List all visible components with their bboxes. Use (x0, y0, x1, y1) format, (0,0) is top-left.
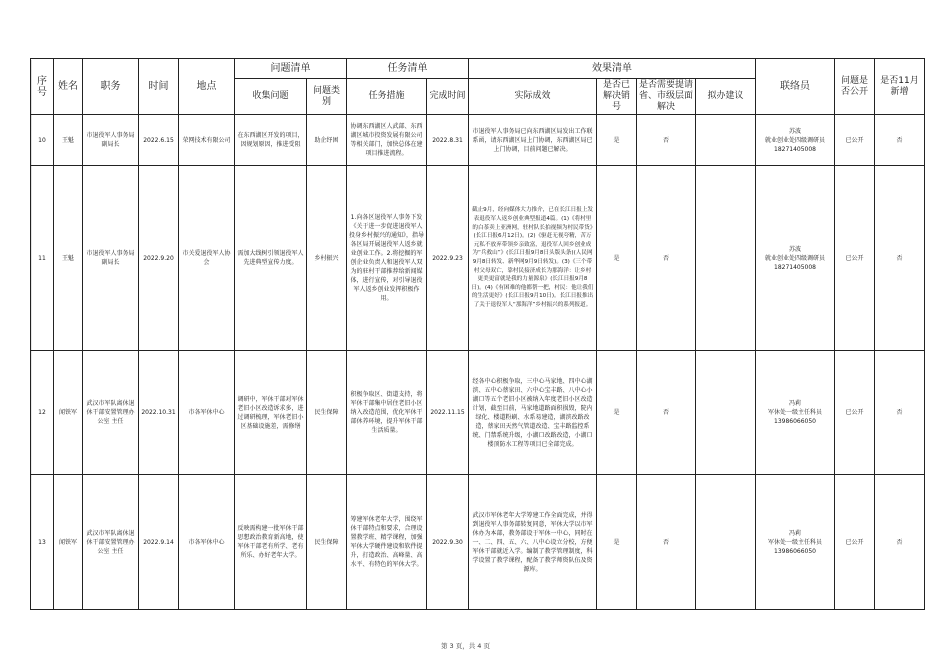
cell-seq: 12 (31, 351, 54, 475)
cell-disclosed: 已公开 (835, 475, 875, 610)
cell-need-report: 否 (637, 475, 696, 610)
col-resolved: 是否已解决销号 (597, 79, 637, 115)
cell-resolved: 是 (597, 351, 637, 475)
document-sheet (30, 58, 919, 610)
cell-need-report: 否 (637, 115, 696, 166)
col-new-nov: 是否11月新增 (875, 59, 925, 115)
cell-position: 武汉市军队离休退休干部安置管理办公室 主任 (83, 475, 139, 610)
cell-place: 市关爱退役军人协会 (179, 166, 235, 351)
cell-new-nov: 否 (875, 166, 925, 351)
cell-place: 市各军休中心 (179, 351, 235, 475)
cell-contact: 苏波 就业创业处四级调研员 18271405008 (756, 115, 835, 166)
col-contact: 联络员 (756, 59, 835, 115)
col-position: 职务 (83, 59, 139, 115)
table-row (31, 351, 925, 475)
cell-measures: 协调东西湖区人武部、东西湖区城市投资发展有限公司等相关部门，加快总体在建项目推进流程。 (347, 115, 427, 166)
cell-disclosed: 已公开 (835, 166, 875, 351)
cell-suggestion (696, 115, 756, 166)
cell-category: 民生保障 (307, 351, 347, 475)
cell-results: 经各中心积极争取，三中心马家地、四中心湖滨、五中心蔡家田、六中心宝丰路、八中心小湖口等五个老旧小区被纳入年度老旧小区改造计划，截至目前，马家地道路面积损毁，院内绿化、楼道粉刷、水系易建造，湖滨改路改造，蔡家田天然气管道改造、宝丰路监控系统、门禁系统升级，小湖口改路改造，小湖口楼顶防水工程等项目已全部完成。 (469, 351, 597, 475)
cell-category: 乡村振兴 (307, 166, 347, 351)
col-place: 地点 (179, 59, 235, 115)
cell-time: 2022.6.15 (139, 115, 179, 166)
group-effect-list: 效果清单 (469, 59, 756, 79)
cell-name: 闻铁军 (54, 475, 83, 610)
col-disclosed: 问题是否公开 (835, 59, 875, 115)
cell-time: 2022.9.20 (139, 166, 179, 351)
cell-measures: 积极争取区、街道支持，将军休干部集中居住老旧小区纳入改造范围，优化军休干部休养环境，提升军休干部生活质量。 (347, 351, 427, 475)
cell-results: 武汉市军休老年大学筹建工作全面完成，并得到退役军人事务部转复同意，军休大学以市军休办为本部，教务部设于军休一中心，同时在一、二、四、五、六、八中心设立分校，方便军休干部就近入学。编制了教学管理制度，科学设置了教学课程，配备了教学师资队伍及资源库。 (469, 475, 597, 610)
table-row (31, 166, 925, 351)
cell-category: 民生保障 (307, 475, 347, 610)
group-problem-list: 问题清单 (235, 59, 347, 79)
cell-new-nov: 否 (875, 115, 925, 166)
table-row (31, 475, 925, 610)
col-completion-time: 完成时间 (427, 79, 469, 115)
cell-done: 2022.9.30 (427, 475, 469, 610)
col-time: 时间 (139, 59, 179, 115)
col-name: 姓名 (54, 59, 83, 115)
cell-problem: 在东西湖区开发的项目，因规划原因，推进受阻 (235, 115, 307, 166)
cell-results: 截止9月，经向媒体大力推介，已在长江日报上发表退役军人返乡创业典型报道4篇。(1)《将村里的白茶卖上亚洲网，驻村队长拍视频为村民带货》(长江日报6月12日)。(2)《驱赶无视夸精，苦万元私不放弃带领乡亲致富，退役军人回乡创业成为“兵救山”》(长江日报9月8日头版头条)(人民网9月8日转发、新华网9月9日转发)。(3)《三个带村父母双亡，靠村民接济成长为那海洋：让乡村更美更富就是我的力量源泉》(长江日报9月8日)。(4)《有困难的他都帮一把，村民：他让我们的生活更好》(长江日报9月10日)。长江日报推出了关于退役军人“那海洋”乡村振兴的系列报道。 (469, 166, 597, 351)
cell-disclosed: 已公开 (835, 115, 875, 166)
header-row-top (31, 59, 925, 79)
cell-done: 2022.8.31 (427, 115, 469, 166)
col-seq: 序号 (31, 59, 54, 115)
cell-place: 荣网技术有限公司 (179, 115, 235, 166)
cell-seq: 11 (31, 166, 54, 351)
cell-problem: 反映需构建一批军休干部思想政治教育新高地，使军休干部老有所学、老有所乐、办好老年大学。 (235, 475, 307, 610)
col-collected-problems: 收集问题 (235, 79, 307, 115)
cell-name: 闻铁军 (54, 351, 83, 475)
cell-seq: 10 (31, 115, 54, 166)
cell-resolved: 是 (597, 475, 637, 610)
cell-contact: 冯莉 军休处一级主任科员 13986066050 (756, 351, 835, 475)
cell-new-nov: 否 (875, 351, 925, 475)
page-number-footer: 第 3 页，共 4 页 (440, 642, 491, 650)
cell-contact: 冯莉 军休处一级主任科员 13986066050 (756, 475, 835, 610)
cell-position: 武汉市军队离休退休干部安置管理办公室 主任 (83, 351, 139, 475)
cell-position: 市退役军人事务局副局长 (83, 115, 139, 166)
col-problem-category: 问题类别 (307, 79, 347, 115)
cell-suggestion (696, 475, 756, 610)
cell-time: 2022.10.31 (139, 351, 179, 475)
cell-resolved: 是 (597, 115, 637, 166)
cell-name: 王魁 (54, 166, 83, 351)
col-need-report: 是否需要提请省、市级层面解决 (637, 79, 696, 115)
cell-name: 王魁 (54, 115, 83, 166)
col-suggestion: 拟办建议 (696, 79, 756, 115)
cell-results: 市退役军人事务局已向东西湖区局发出工作联系函，请东西湖区局上门协调，东西湖区局已上门协调，目前问题已解决。 (469, 115, 597, 166)
cell-problem: 调研中，军休干部对军休老旧小区改造诉求多，进过调研梳理，军休老旧小区基础设施差，需修缮 (235, 351, 307, 475)
cell-measures: 筹建军休老年大学，围绕军休干部特点和要求，合理设置教学班、精学课程，加强军休大学硬件建设和软件提升，打造政治、高峰量、高水平、有特色的军休大学。 (347, 475, 427, 610)
cell-suggestion (696, 351, 756, 475)
cell-resolved: 是 (597, 166, 637, 351)
col-task-measures: 任务措施 (347, 79, 427, 115)
task-table (30, 58, 925, 610)
cell-done: 2022.11.15 (427, 351, 469, 475)
cell-need-report: 否 (637, 351, 696, 475)
cell-place: 市各军休中心 (179, 475, 235, 610)
cell-measures: 1.向各区退役军人事务下发《关于进一步促进退役军人投身乡村振兴的通知》，指导各区局开展退役军人返乡就业创业工作。2.将挖掘的军创企业负责人和退役军人双为的驻村干部推荐给新闻媒体，进行宣传，对引导退役军人返乡创业发挥积极作用。 (347, 166, 427, 351)
cell-contact: 苏波 就业创业处四级调研员 18271405008 (756, 166, 835, 351)
cell-done: 2022.9.23 (427, 166, 469, 351)
cell-position: 市退役军人事务局副局长 (83, 166, 139, 351)
cell-time: 2022.9.14 (139, 475, 179, 610)
group-task-list: 任务清单 (347, 59, 469, 79)
cell-new-nov: 否 (875, 475, 925, 610)
cell-problem: 需加大线树引领退役军人先进典型宣传力度。 (235, 166, 307, 351)
col-actual-results: 实际成效 (469, 79, 597, 115)
cell-disclosed: 已公开 (835, 351, 875, 475)
cell-seq: 13 (31, 475, 54, 610)
cell-suggestion (696, 166, 756, 351)
table-row (31, 115, 925, 166)
cell-need-report: 否 (637, 166, 696, 351)
cell-category: 助企纾困 (307, 115, 347, 166)
